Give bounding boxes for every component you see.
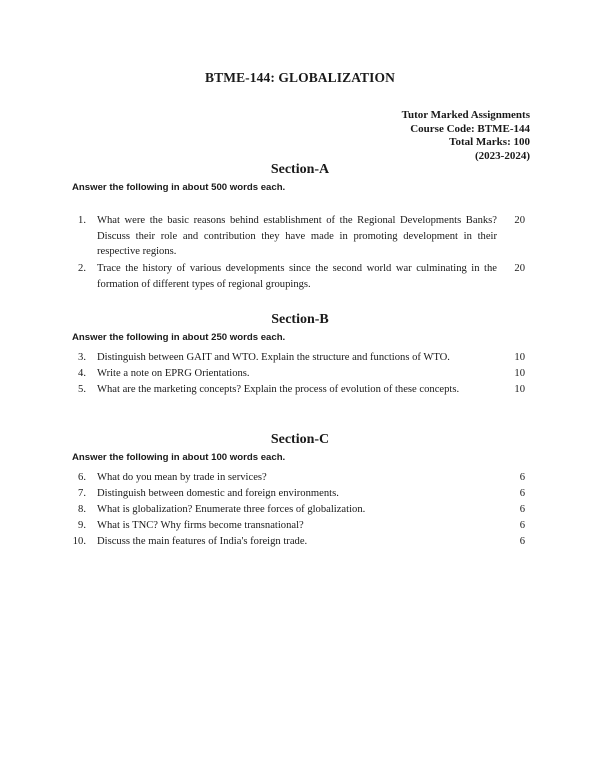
question-text: What do you mean by trade in services?: [97, 472, 267, 483]
question-number: 2.: [78, 263, 86, 274]
question-text: What is globalization? Enumerate three forces of globalization.: [97, 504, 366, 515]
question-text: What were the basic reasons behind establishment of the Regional Developments Banks? Discuss their role and contribution they have made in promoting development in their respective regions.: [97, 215, 497, 258]
assignment-meta: [402, 109, 530, 163]
question-item: [68, 470, 530, 486]
question-marks: 20: [514, 215, 525, 226]
question-marks: 6: [519, 488, 525, 499]
question-marks: 6: [519, 536, 525, 547]
section-b-title: Section-B: [271, 312, 329, 327]
question-marks: 6: [519, 472, 525, 483]
question-item: [68, 534, 530, 550]
question-item: [68, 213, 530, 261]
section-c-instruction: Answer the following in about 100 words each.: [72, 452, 286, 463]
section-b-instruction: Answer the following in about 250 words each.: [72, 332, 286, 343]
question-text: What is TNC? Why firms become transnational?: [97, 520, 304, 531]
question-item: [68, 502, 530, 518]
question-number: 4.: [78, 368, 86, 379]
question-marks: 6: [519, 504, 525, 515]
question-item: [68, 382, 530, 414]
question-number: 3.: [78, 352, 86, 363]
question-item: [68, 486, 530, 502]
question-number: 6.: [78, 472, 86, 483]
question-item: [68, 518, 530, 534]
question-item: [68, 261, 530, 293]
question-number: 7.: [78, 488, 86, 499]
question-number: 8.: [78, 504, 86, 515]
meta-line-type: Tutor Marked Assignments: [401, 109, 530, 121]
question-marks: 10: [514, 352, 525, 363]
question-text: What are the marketing concepts? Explain the process of evolution of these concepts.: [97, 384, 460, 395]
question-number: 10.: [72, 536, 86, 547]
question-text: Distinguish between domestic and foreign environments.: [97, 488, 339, 499]
question-text: Discuss the main features of India's foreign trade.: [97, 536, 308, 547]
meta-line-course-code: Course Code: BTME-144: [410, 122, 530, 135]
question-number: 9.: [78, 520, 86, 531]
meta-line-total-marks: Total Marks: 100: [449, 136, 530, 149]
question-marks: 10: [514, 368, 525, 379]
section-a-instruction: Answer the following in about 500 words each.: [72, 182, 286, 193]
question-text: Write a note on EPRG Orientations.: [97, 368, 250, 379]
question-number: 1.: [78, 215, 86, 226]
section-c-title: Section-C: [270, 432, 330, 447]
question-item: [68, 366, 530, 382]
meta-line-session: (2023-2024): [475, 149, 530, 162]
question-marks: 10: [514, 384, 525, 395]
question-text: Distinguish between GAIT and WTO. Explain the structure and functions of WTO.: [97, 352, 450, 363]
document-title: BTME-144: GLOBALIZATION: [205, 70, 395, 85]
question-marks: 20: [514, 263, 525, 274]
question-number: 5.: [78, 384, 86, 395]
question-marks: 6: [519, 520, 525, 531]
question-text: Trace the history of various developments since the second world war culminating in the formation of different types of regional groupings.: [97, 263, 497, 290]
section-a-title: Section-A: [270, 162, 330, 177]
question-item: [68, 350, 530, 366]
